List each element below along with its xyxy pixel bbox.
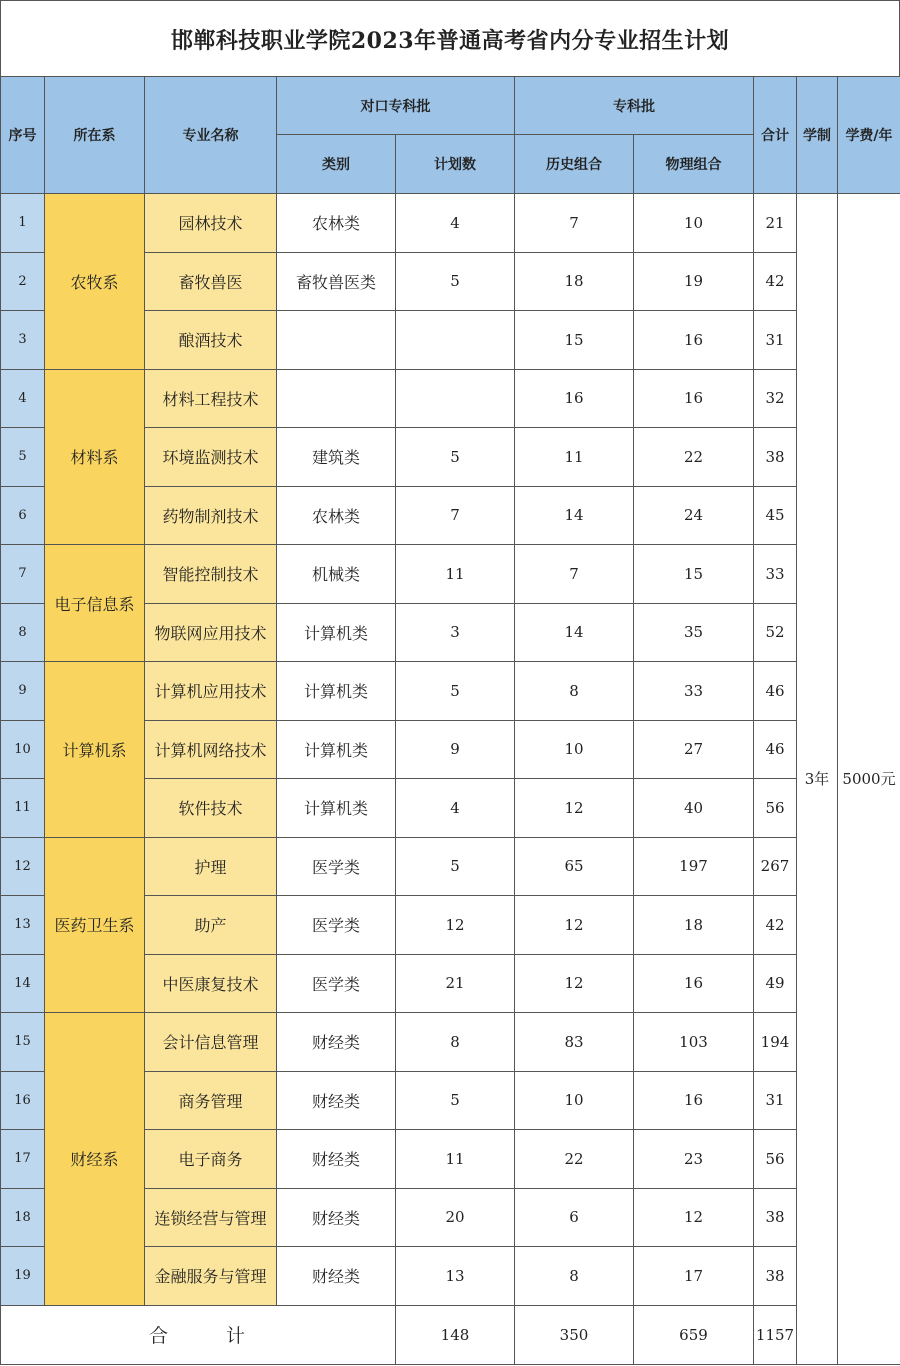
- major-cell: 计算机应用技术: [145, 662, 277, 721]
- major-cell: 助产: [145, 896, 277, 955]
- plan-cell: 21: [396, 954, 515, 1013]
- sum-cell: 38: [754, 1188, 797, 1247]
- table-row: [1, 1013, 900, 1072]
- history-cell: 8: [515, 1247, 634, 1306]
- row-index: 8: [1, 603, 45, 662]
- history-cell: 22: [515, 1130, 634, 1189]
- row-index: 11: [1, 779, 45, 838]
- category-cell: 农林类: [277, 194, 396, 253]
- major-cell: 药物制剂技术: [145, 486, 277, 545]
- physics-cell: 12: [634, 1188, 754, 1247]
- dept-cell: 医药卫生系: [45, 837, 145, 1013]
- plan-cell: 4: [396, 779, 515, 838]
- row-index: 5: [1, 428, 45, 487]
- table-row: [1, 662, 900, 721]
- header-dept: 所在系: [45, 77, 145, 194]
- category-cell: 农林类: [277, 486, 396, 545]
- plan-cell: 13: [396, 1247, 515, 1306]
- history-cell: 10: [515, 720, 634, 779]
- sum-cell: 49: [754, 954, 797, 1013]
- major-cell: 畜牧兽医: [145, 252, 277, 311]
- physics-cell: 18: [634, 896, 754, 955]
- row-index: 2: [1, 252, 45, 311]
- category-cell: 计算机类: [277, 662, 396, 721]
- major-cell: 会计信息管理: [145, 1013, 277, 1072]
- major-cell: 软件技术: [145, 779, 277, 838]
- plan-cell: 5: [396, 662, 515, 721]
- table-row: [1, 194, 900, 253]
- header-row-1: [1, 77, 900, 135]
- category-cell: 机械类: [277, 545, 396, 604]
- major-cell: 商务管理: [145, 1071, 277, 1130]
- header-index: 序号: [1, 77, 45, 194]
- sum-cell: 32: [754, 369, 797, 428]
- total-history: 350: [515, 1305, 634, 1364]
- sum-cell: 56: [754, 1130, 797, 1189]
- row-index: 9: [1, 662, 45, 721]
- category-cell: 医学类: [277, 954, 396, 1013]
- category-cell: 财经类: [277, 1188, 396, 1247]
- physics-cell: 15: [634, 545, 754, 604]
- page-title: 邯郸科技职业学院2023年普通高考省内分专业招生计划: [0, 0, 900, 76]
- row-index: 12: [1, 837, 45, 896]
- total-plan: 148: [396, 1305, 515, 1364]
- table-row: [1, 369, 900, 428]
- row-index: 1: [1, 194, 45, 253]
- category-cell: [277, 369, 396, 428]
- physics-cell: 197: [634, 837, 754, 896]
- major-cell: 园林技术: [145, 194, 277, 253]
- plan-cell: 20: [396, 1188, 515, 1247]
- total-row: [1, 1305, 900, 1364]
- category-cell: 畜牧兽医类: [277, 252, 396, 311]
- plan-cell: 5: [396, 428, 515, 487]
- sum-cell: 46: [754, 720, 797, 779]
- physics-cell: 103: [634, 1013, 754, 1072]
- history-cell: 12: [515, 954, 634, 1013]
- physics-cell: 16: [634, 1071, 754, 1130]
- dept-cell: 财经系: [45, 1013, 145, 1306]
- history-cell: 18: [515, 252, 634, 311]
- header-duration: 学制: [797, 77, 838, 194]
- history-cell: 14: [515, 486, 634, 545]
- header-history: 历史组合: [515, 135, 634, 194]
- physics-cell: 27: [634, 720, 754, 779]
- history-cell: 83: [515, 1013, 634, 1072]
- major-cell: 智能控制技术: [145, 545, 277, 604]
- sum-cell: 21: [754, 194, 797, 253]
- plan-cell: 8: [396, 1013, 515, 1072]
- row-index: 3: [1, 311, 45, 370]
- sum-cell: 52: [754, 603, 797, 662]
- fee-cell: 5000元: [838, 194, 900, 1365]
- physics-cell: 16: [634, 954, 754, 1013]
- history-cell: 6: [515, 1188, 634, 1247]
- plan-cell: 3: [396, 603, 515, 662]
- major-cell: 中医康复技术: [145, 954, 277, 1013]
- physics-cell: 33: [634, 662, 754, 721]
- major-cell: 连锁经营与管理: [145, 1188, 277, 1247]
- plan-cell: 9: [396, 720, 515, 779]
- row-index: 4: [1, 369, 45, 428]
- category-cell: 医学类: [277, 896, 396, 955]
- history-cell: 16: [515, 369, 634, 428]
- history-cell: 11: [515, 428, 634, 487]
- plan-cell: 11: [396, 545, 515, 604]
- history-cell: 12: [515, 779, 634, 838]
- physics-cell: 10: [634, 194, 754, 253]
- header-fee: 学费/年: [838, 77, 900, 194]
- major-cell: 计算机网络技术: [145, 720, 277, 779]
- physics-cell: 17: [634, 1247, 754, 1306]
- history-cell: 10: [515, 1071, 634, 1130]
- category-cell: [277, 311, 396, 370]
- plan-cell: [396, 311, 515, 370]
- category-cell: 财经类: [277, 1013, 396, 1072]
- total-label: [1, 1305, 396, 1364]
- table-row: [1, 837, 900, 896]
- physics-cell: 19: [634, 252, 754, 311]
- plan-cell: 4: [396, 194, 515, 253]
- row-index: 14: [1, 954, 45, 1013]
- dept-cell: 计算机系: [45, 662, 145, 838]
- dept-cell: 农牧系: [45, 194, 145, 370]
- history-cell: 15: [515, 311, 634, 370]
- row-index: 18: [1, 1188, 45, 1247]
- header-major: 专业名称: [145, 77, 277, 194]
- row-index: 13: [1, 896, 45, 955]
- plan-cell: 12: [396, 896, 515, 955]
- sum-cell: 33: [754, 545, 797, 604]
- category-cell: 财经类: [277, 1130, 396, 1189]
- category-cell: 财经类: [277, 1247, 396, 1306]
- row-index: 6: [1, 486, 45, 545]
- enrollment-table: [0, 76, 900, 1365]
- history-cell: 14: [515, 603, 634, 662]
- plan-cell: 5: [396, 252, 515, 311]
- physics-cell: 16: [634, 311, 754, 370]
- dept-cell: 材料系: [45, 369, 145, 545]
- header-plan: 计划数: [396, 135, 515, 194]
- category-cell: 医学类: [277, 837, 396, 896]
- plan-cell: 5: [396, 837, 515, 896]
- physics-cell: 16: [634, 369, 754, 428]
- header-zhuanke-batch: 专科批: [515, 77, 754, 135]
- major-cell: 金融服务与管理: [145, 1247, 277, 1306]
- category-cell: 建筑类: [277, 428, 396, 487]
- row-index: 16: [1, 1071, 45, 1130]
- major-cell: 环境监测技术: [145, 428, 277, 487]
- history-cell: 7: [515, 545, 634, 604]
- header-duikou-batch: 对口专科批: [277, 77, 515, 135]
- total-label-a: 合: [148, 1325, 170, 1347]
- category-cell: 计算机类: [277, 720, 396, 779]
- category-cell: 计算机类: [277, 603, 396, 662]
- major-cell: 材料工程技术: [145, 369, 277, 428]
- table-row: [1, 545, 900, 604]
- row-index: 7: [1, 545, 45, 604]
- header-physics: 物理组合: [634, 135, 754, 194]
- total-label-b: 计: [226, 1325, 248, 1347]
- row-index: 10: [1, 720, 45, 779]
- major-cell: 物联网应用技术: [145, 603, 277, 662]
- physics-cell: 23: [634, 1130, 754, 1189]
- history-cell: 12: [515, 896, 634, 955]
- history-cell: 7: [515, 194, 634, 253]
- physics-cell: 35: [634, 603, 754, 662]
- header-category: 类别: [277, 135, 396, 194]
- sum-cell: 38: [754, 1247, 797, 1306]
- plan-cell: 5: [396, 1071, 515, 1130]
- plan-cell: [396, 369, 515, 428]
- sum-cell: 31: [754, 1071, 797, 1130]
- sum-cell: 38: [754, 428, 797, 487]
- physics-cell: 24: [634, 486, 754, 545]
- plan-cell: 7: [396, 486, 515, 545]
- sum-cell: 45: [754, 486, 797, 545]
- sum-cell: 267: [754, 837, 797, 896]
- major-cell: 护理: [145, 837, 277, 896]
- row-index: 19: [1, 1247, 45, 1306]
- major-cell: 酿酒技术: [145, 311, 277, 370]
- total-sum: 1157: [754, 1305, 797, 1364]
- history-cell: 8: [515, 662, 634, 721]
- dept-cell: 电子信息系: [45, 545, 145, 662]
- duration-cell: 3年: [797, 194, 838, 1365]
- physics-cell: 22: [634, 428, 754, 487]
- header-sum: 合计: [754, 77, 797, 194]
- row-index: 15: [1, 1013, 45, 1072]
- row-index: 17: [1, 1130, 45, 1189]
- category-cell: 计算机类: [277, 779, 396, 838]
- physics-cell: 40: [634, 779, 754, 838]
- category-cell: 财经类: [277, 1071, 396, 1130]
- total-physics: 659: [634, 1305, 754, 1364]
- history-cell: 65: [515, 837, 634, 896]
- sum-cell: 46: [754, 662, 797, 721]
- sum-cell: 194: [754, 1013, 797, 1072]
- sum-cell: 42: [754, 896, 797, 955]
- sum-cell: 56: [754, 779, 797, 838]
- sum-cell: 42: [754, 252, 797, 311]
- sum-cell: 31: [754, 311, 797, 370]
- major-cell: 电子商务: [145, 1130, 277, 1189]
- plan-cell: 11: [396, 1130, 515, 1189]
